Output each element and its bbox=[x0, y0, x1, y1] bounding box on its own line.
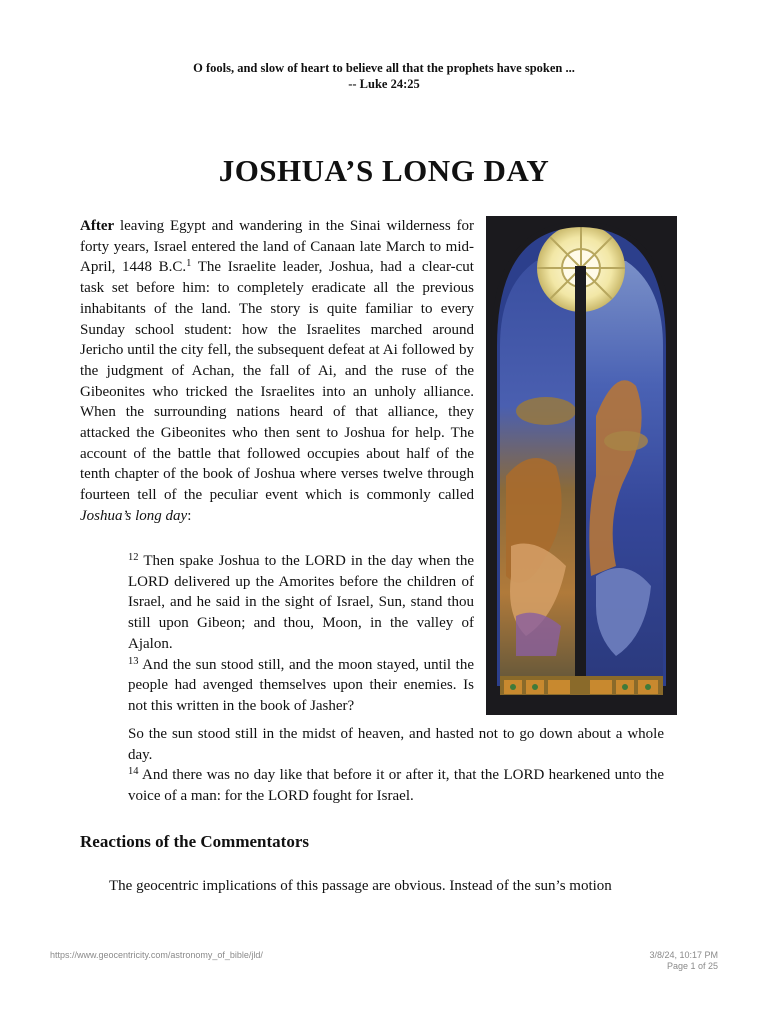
intro-text-a: leaving Egypt and wandering in the Sinai wilderness for forty years, Israel entered the land of Canaan late March to mid- April, 1448 B.C. bbox=[80, 218, 474, 276]
verse-number: 12 bbox=[128, 552, 139, 563]
intro-paragraph bbox=[80, 216, 474, 527]
verse-13-text: And the sun stood still, and the moon stayed, until the people had avenged themselves upon their enemies. Is not this written in the book of Jasher? bbox=[128, 656, 474, 714]
intro-tail: : bbox=[187, 507, 192, 524]
verse-13-continued: So the sun stood still in the midst of heaven, and hasted not to go down about a whole day. bbox=[128, 726, 664, 763]
intro-italic-term: Joshua’s long day bbox=[80, 507, 188, 524]
verse-13 bbox=[128, 655, 474, 717]
intro-lead-word: After bbox=[80, 218, 115, 234]
stained-glass-window-image bbox=[486, 216, 677, 715]
epigraph bbox=[0, 60, 768, 92]
footer-meta bbox=[649, 950, 718, 972]
stained-glass-illustration bbox=[486, 216, 677, 715]
scripture-quote bbox=[128, 551, 474, 717]
epigraph-quote: O fools, and slow of heart to believe all that the prophets have spoken ... bbox=[193, 61, 575, 75]
epigraph-citation: -- Luke 24:25 bbox=[348, 77, 420, 91]
page-title: JOSHUA’S LONG DAY bbox=[218, 153, 550, 188]
verse-12 bbox=[128, 551, 474, 655]
verse-14-text: And there was no day like that before it or after it, that the LORD hearkened unto the voice of a man: for the LORD fought for Israel. bbox=[128, 767, 664, 805]
verse-number: 13 bbox=[128, 655, 139, 667]
verse-number: 14 bbox=[128, 766, 139, 778]
intro-text-b: The Israelite leader, Joshua, had a clear-cut task set before him: to completely eradicate all the previous inhabitants of the land. The story is quite familiar to every Sunday school student: how the Israelites marched around Jericho until the city fell, the subsequent defeat at Ai followed by the judgment of Achan, the fall of Ai, and the ruse of the Gibeonites who tricked the Israelites into an unholy alliance. When the surrounding nations heard of that alliance, they attacked the Gibeonites who then sent to Joshua for help. The account of the battle that followed occupies about half of the tenth chapter of the book of Joshua where verses twelve through fourteen tell of the peculiar event which is commonly called bbox=[80, 259, 474, 504]
section-heading: Reactions of the Commentators bbox=[80, 832, 309, 851]
verse-12-text: Then spake Joshua to the LORD in the day when the LORD delivered up the Amorites before the children of Israel, and he said in the sight of Israel, Sun, stand thou still upon Gibeon; and thou, Moon, in the valley of Ajalon. bbox=[128, 553, 474, 652]
verse-14 bbox=[128, 765, 664, 806]
source-url[interactable]: https://www.geocentricity.com/astronomy_of_bible/jld/ bbox=[50, 950, 263, 960]
footnote-ref[interactable]: 1 bbox=[186, 258, 192, 270]
print-datetime: 3/8/24, 10:17 PM bbox=[649, 950, 718, 960]
commentators-paragraph: The geocentric implications of this passage are obvious. Instead of the sun’s motion bbox=[109, 878, 612, 894]
page-number: Page 1 of 25 bbox=[666, 961, 718, 971]
scripture-quote-continued bbox=[128, 724, 664, 807]
